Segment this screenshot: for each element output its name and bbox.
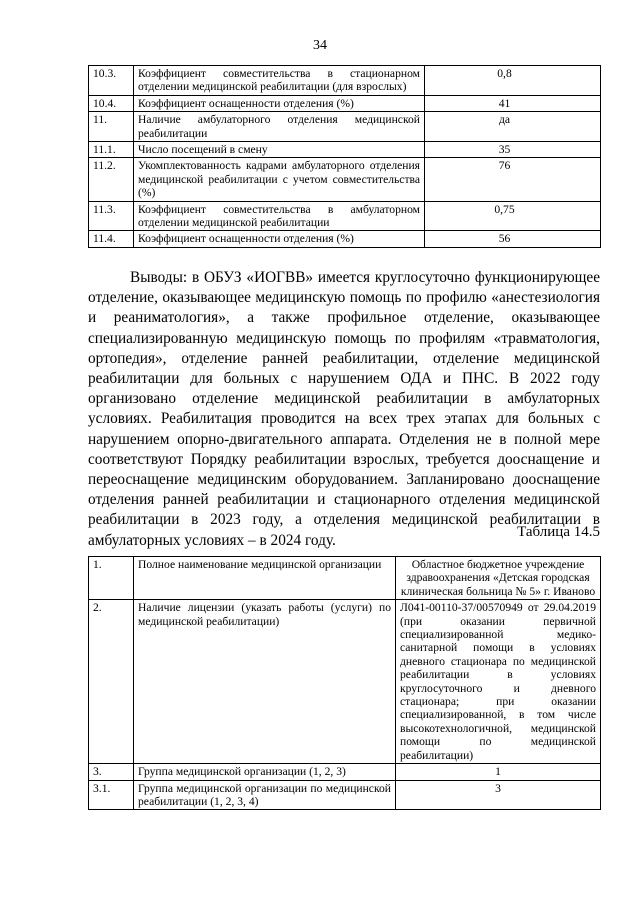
row-number: 11.4. — [89, 231, 134, 247]
indicators-table — [88, 65, 601, 248]
row-number: 11.1. — [89, 142, 134, 158]
row-value: 56 — [425, 231, 601, 247]
row-number: 3. — [89, 764, 134, 780]
table-row — [89, 158, 601, 201]
row-value: 41 — [425, 95, 601, 111]
conclusion-paragraph: Выводы: в ОБУЗ «ИОГВВ» имеется круглосуточно функционирующее отделение, оказывающее медицинскую помощь по профилю «анестезиология и реаниматология», а также профильное отделение, оказывающее специализированную медицинскую помощь по профилям «травматология, ортопедия», отделение ранней реабилитации, отделение медицинской реабилитации для больных с нарушением ОДА и ПНС. В 2022 году организовано отделение медицинской реабилитации в амбулаторных условиях. Реабилитация проводится на всех трех этапах для больных с нарушением опорно-двигательного аппарата. Отделения не в полной мере соответствуют Порядку реабилитации взрослых, требуется дооснащение и переоснащение медицинским оборудованием. Запланировано дооснащение отделения ранней реабилитации и стационарного отделения медицинской реабилитации в 2023 году, а отделения медицинской реабилитации в амбулаторных условиях – в 2024 году. — [88, 269, 600, 549]
table-row — [89, 600, 601, 764]
row-label: Полное наименование медицинской организации — [134, 557, 396, 600]
row-value: 0,8 — [425, 66, 601, 96]
page-number: 34 — [313, 38, 327, 53]
row-value: Л041-00110-37/00570949 от 29.04.2019 (при оказании первичной специализированной медико-санитарной помощи в условиях дневного стационара по медицинской реабилитации в условиях круглосуточного и дневного стационара; при оказании специализированной, в том числе высокотехнологичной, медицинской помощи по медицинской реабилитации) — [396, 600, 601, 764]
row-value: 35 — [425, 142, 601, 158]
table-row — [89, 764, 601, 780]
row-number: 10.4. — [89, 95, 134, 111]
row-label: Наличие лицензии (указать работы (услуги) по медицинской реабилитации) — [134, 600, 396, 764]
row-number: 1. — [89, 557, 134, 600]
table-row — [89, 780, 601, 810]
row-label: Коэффициент оснащенности отделения (%) — [134, 231, 425, 247]
row-label: Коэффициент оснащенности отделения (%) — [134, 95, 425, 111]
row-value: 3 — [396, 780, 601, 810]
table-row — [89, 231, 601, 247]
organization-table — [88, 556, 601, 810]
table-row — [89, 95, 601, 111]
row-value: 0,75 — [425, 201, 601, 231]
row-value: 1 — [396, 764, 601, 780]
row-number: 11.2. — [89, 158, 134, 201]
row-number: 10.3. — [89, 66, 134, 96]
row-number: 11.3. — [89, 201, 134, 231]
row-number: 11. — [89, 112, 134, 142]
row-number: 3.1. — [89, 780, 134, 810]
table-row — [89, 201, 601, 231]
row-value: да — [425, 112, 601, 142]
row-value: Областное бюджетное учреждение здравоохранения «Детская городская клиническая больница № 5» г. Иваново — [396, 557, 601, 600]
row-label: Коэффициент совместительства в стационарном отделении медицинской реабилитации (для взрослых) — [134, 66, 425, 96]
row-label: Наличие амбулаторного отделения медицинской реабилитации — [134, 112, 425, 142]
table-caption: Таблица 14.5 — [517, 524, 600, 540]
row-label: Число посещений в смену — [134, 142, 425, 158]
row-label: Коэффициент совместительства в амбулаторном отделении медицинской реабилитации — [134, 201, 425, 231]
table-row — [89, 66, 601, 96]
table-row — [89, 112, 601, 142]
row-value: 76 — [425, 158, 601, 201]
row-label: Группа медицинской организации (1, 2, 3) — [134, 764, 396, 780]
row-label: Укомплектованность кадрами амбулаторного отделения медицинской реабилитации с учетом совместительства (%) — [134, 158, 425, 201]
table-row — [89, 557, 601, 600]
row-label: Группа медицинской организации по медицинской реабилитации (1, 2, 3, 4) — [134, 780, 396, 810]
row-number: 2. — [89, 600, 134, 764]
table-row — [89, 142, 601, 158]
